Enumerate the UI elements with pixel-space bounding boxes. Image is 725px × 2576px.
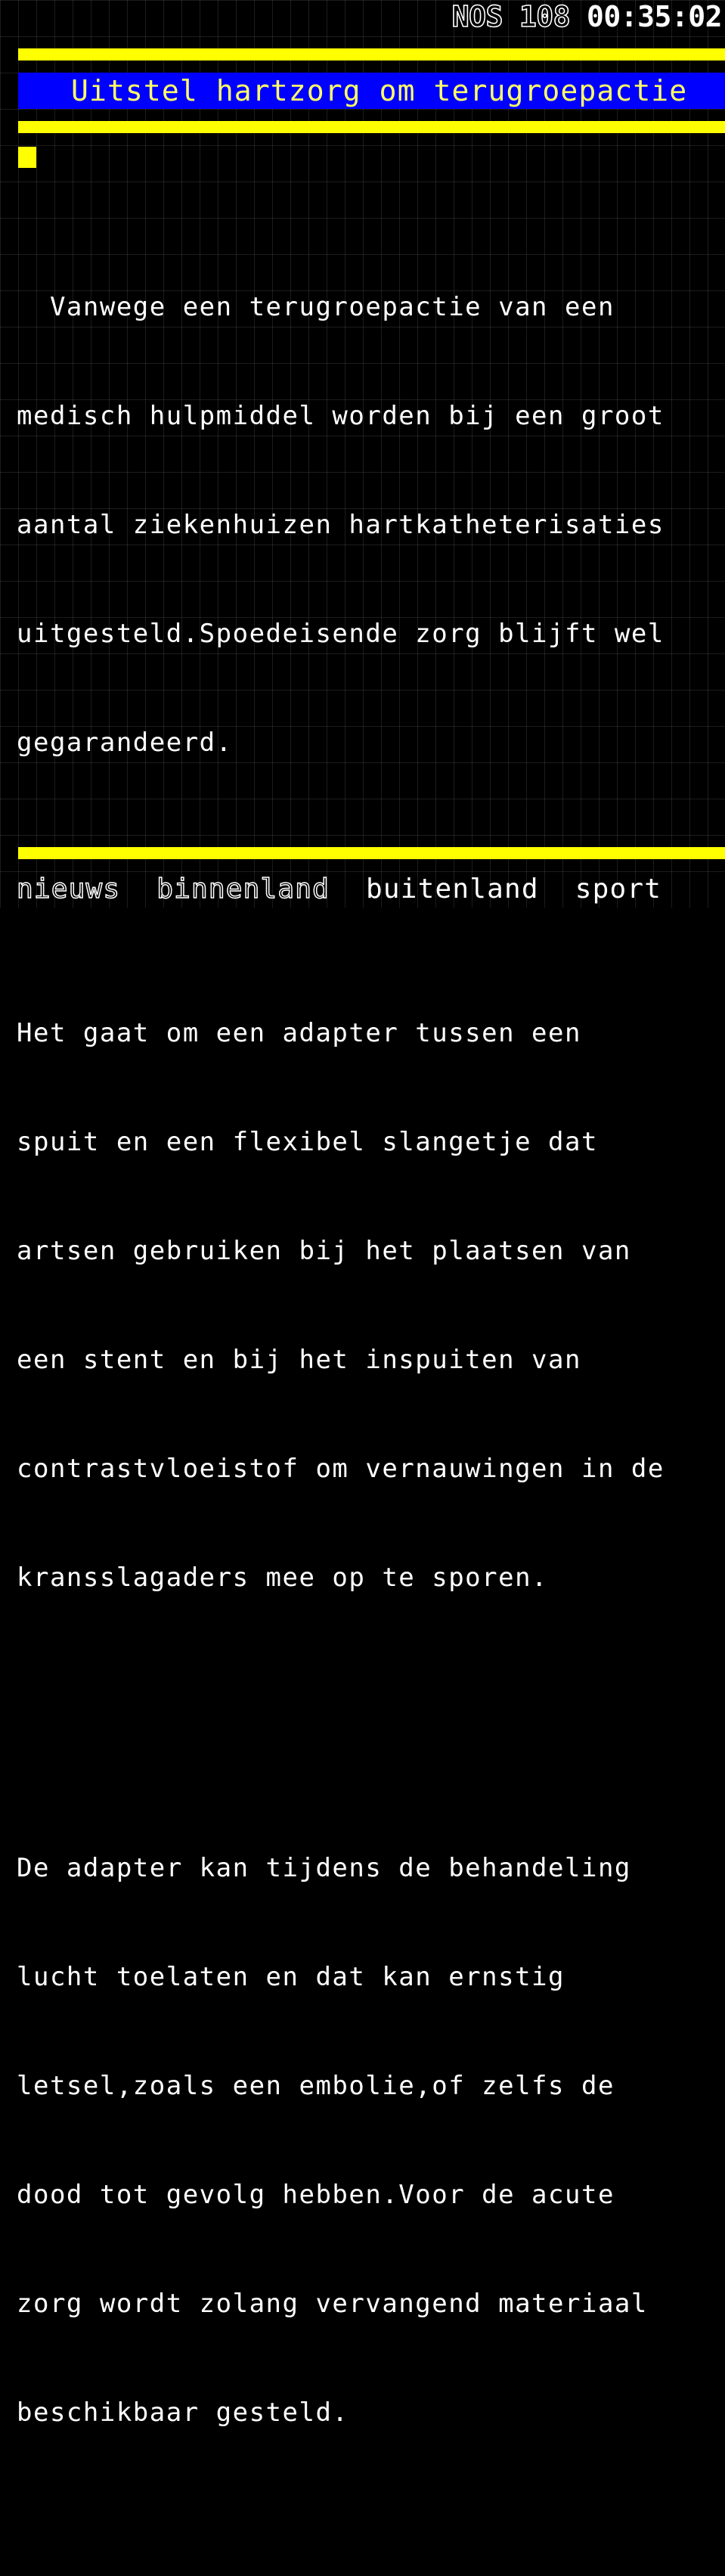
- article-body: [17, 144, 724, 2576]
- text-line: medisch hulpmiddel worden bij een groot: [17, 401, 665, 431]
- title-band: [18, 73, 725, 109]
- bottom-separator-bar: [18, 847, 725, 859]
- text-line: letsel,zoals een embolie,of zelfs de: [17, 2071, 615, 2101]
- text-line: gegarandeerd.: [17, 728, 233, 758]
- text-line: kransslagaders mee op te sporen.: [17, 1563, 549, 1593]
- paragraph-3: [17, 1777, 724, 2503]
- text-line: beschikbaar gesteld.: [17, 2398, 349, 2428]
- text-line: spuit en een flexibel slangetje dat: [17, 1127, 598, 1157]
- page-title: Uitstel hartzorg om terugroepactie: [71, 74, 688, 107]
- teletext-header: [452, 0, 722, 33]
- nav-buitenland[interactable]: buitenland: [366, 873, 539, 905]
- text-line: De adapter kan tijdens de behandeling: [17, 1853, 631, 1883]
- top-separator-bar: [18, 48, 725, 61]
- text-line: uitgesteld.Spoedeisende zorg blijft wel: [17, 619, 665, 649]
- paragraph-2: [17, 942, 724, 1668]
- nav-binnenland[interactable]: binnenland: [156, 873, 330, 905]
- fastext-nav: [17, 870, 725, 908]
- page-number: 108: [519, 0, 570, 33]
- paragraph-1: [17, 216, 724, 833]
- text-line: artsen gebruiken bij het plaatsen van: [17, 1236, 631, 1266]
- text-line: contrastvloeistof om vernauwingen in de: [17, 1454, 665, 1484]
- nav-sport[interactable]: sport: [575, 873, 662, 905]
- text-line: een stent en bij het inspuiten van: [17, 1345, 581, 1375]
- clock: 00:35:02: [586, 0, 722, 33]
- text-line: aantal ziekenhuizen hartkatheterisaties: [17, 510, 665, 540]
- text-line: dood tot gevolg hebben.Voor de acute: [17, 2180, 615, 2210]
- text-line: Het gaat om een adapter tussen een: [17, 1018, 581, 1048]
- nav-nieuws[interactable]: nieuws: [17, 873, 121, 905]
- text-line: lucht toelaten en dat kan ernstig: [17, 1962, 565, 1992]
- text-line: Vanwege een terugroepactie van een: [17, 292, 615, 322]
- station-name: NOS: [451, 0, 503, 33]
- title-separator-bar: [18, 121, 725, 133]
- text-line: zorg wordt zolang vervangend materiaal: [17, 2289, 648, 2319]
